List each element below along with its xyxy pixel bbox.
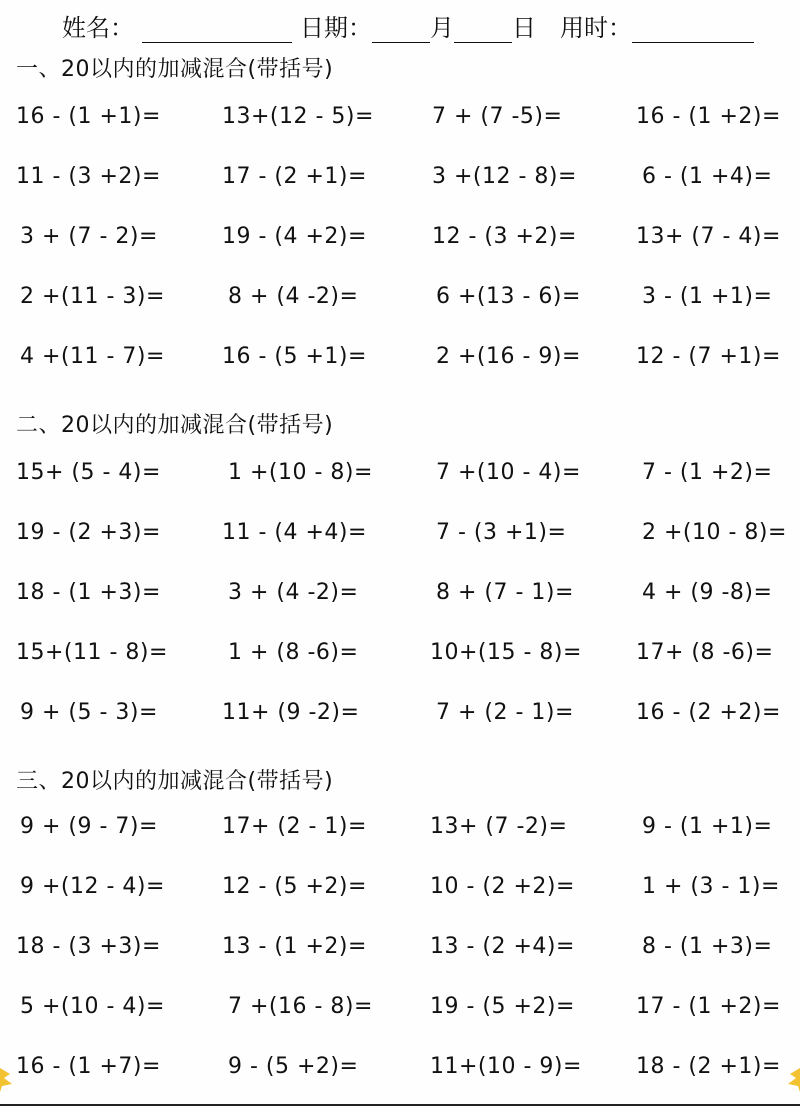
math-problem: 12 - (3 +2)= — [432, 224, 577, 249]
math-problem: 13+ (7 - 4)= — [636, 224, 781, 249]
math-problem: 9 - (1 +1)= — [642, 814, 773, 839]
problem-row — [0, 580, 800, 616]
math-problem: 2 +(16 - 9)= — [436, 344, 581, 369]
month-label: 月 — [430, 14, 454, 42]
math-problem: 10+(15 - 8)= — [430, 640, 582, 665]
math-problem: 17+ (2 - 1)= — [222, 814, 367, 839]
math-problem: 7 +(16 - 8)= — [228, 994, 373, 1019]
time-label: 用时： — [560, 14, 632, 42]
math-problem: 19 - (5 +2)= — [430, 994, 575, 1019]
star-decoration-icon — [784, 1062, 800, 1092]
math-problem: 6 - (1 +4)= — [642, 164, 773, 189]
day-label: 日 — [512, 14, 536, 42]
problem-row — [0, 814, 800, 850]
math-problem: 17+ (8 -6)= — [636, 640, 774, 665]
math-problem: 17 - (1 +2)= — [636, 994, 781, 1019]
problem-row — [0, 994, 800, 1030]
math-problem: 9 +(12 - 4)= — [20, 874, 165, 899]
math-problem: 2 +(10 - 8)= — [642, 520, 787, 545]
worksheet-header — [62, 8, 782, 42]
math-problem: 11+(10 - 9)= — [430, 1054, 582, 1079]
math-problem: 6 +(13 - 6)= — [436, 284, 581, 309]
math-problem: 7 +(10 - 4)= — [436, 460, 581, 485]
math-problem: 8 + (4 -2)= — [228, 284, 359, 309]
math-problem: 13+ (7 -2)= — [430, 814, 568, 839]
math-problem: 16 - (1 +2)= — [636, 104, 781, 129]
math-problem: 3 +(12 - 8)= — [432, 164, 577, 189]
time-blank[interactable] — [632, 16, 754, 43]
math-problem: 1 + (3 - 1)= — [642, 874, 780, 899]
section-title: 二、20以内的加减混合(带括号) — [16, 413, 334, 438]
math-problem: 16 - (5 +1)= — [222, 344, 367, 369]
math-problem: 16 - (1 +1)= — [16, 104, 161, 129]
bottom-border — [0, 1104, 800, 1106]
math-problem: 9 - (5 +2)= — [228, 1054, 359, 1079]
date-label: 日期： — [300, 14, 372, 42]
day-blank[interactable] — [454, 16, 512, 43]
star-decoration-icon — [0, 1062, 16, 1092]
time-field[interactable] — [560, 8, 754, 43]
math-problem: 7 - (1 +2)= — [642, 460, 773, 485]
math-problem: 13 - (1 +2)= — [222, 934, 367, 959]
math-problem: 11 - (3 +2)= — [16, 164, 161, 189]
problem-row — [0, 640, 800, 676]
math-problem: 13+(12 - 5)= — [222, 104, 374, 129]
math-problem: 11+ (9 -2)= — [222, 700, 360, 725]
math-problem: 10 - (2 +2)= — [430, 874, 575, 899]
math-problem: 16 - (1 +7)= — [16, 1054, 161, 1079]
problem-row — [0, 874, 800, 910]
problem-row — [0, 460, 800, 496]
section-title: 三、20以内的加减混合(带括号) — [16, 769, 334, 794]
math-problem: 15+ (5 - 4)= — [16, 460, 161, 485]
math-problem: 1 + (8 -6)= — [228, 640, 359, 665]
math-problem: 8 - (1 +3)= — [642, 934, 773, 959]
math-problem: 19 - (4 +2)= — [222, 224, 367, 249]
name-blank[interactable] — [142, 16, 292, 43]
problem-row — [0, 344, 800, 380]
math-problem: 19 - (2 +3)= — [16, 520, 161, 545]
name-label: 姓名： — [62, 14, 134, 42]
math-problem: 1 +(10 - 8)= — [228, 460, 373, 485]
name-field[interactable] — [62, 8, 292, 43]
math-problem: 3 + (7 - 2)= — [20, 224, 158, 249]
math-problem: 11 - (4 +4)= — [222, 520, 367, 545]
problem-row — [0, 934, 800, 970]
section-title: 一、20以内的加减混合(带括号) — [16, 57, 334, 82]
math-problem: 15+(11 - 8)= — [16, 640, 168, 665]
math-problem: 12 - (5 +2)= — [222, 874, 367, 899]
math-problem: 17 - (2 +1)= — [222, 164, 367, 189]
math-problem: 18 - (3 +3)= — [16, 934, 161, 959]
math-problem: 7 - (3 +1)= — [436, 520, 567, 545]
math-problem: 18 - (2 +1)= — [636, 1054, 781, 1079]
month-blank[interactable] — [372, 16, 430, 43]
math-problem: 3 + (4 -2)= — [228, 580, 359, 605]
problem-row — [0, 520, 800, 556]
math-problem: 9 + (5 - 3)= — [20, 700, 158, 725]
problem-row — [0, 1054, 800, 1090]
math-problem: 8 + (7 - 1)= — [436, 580, 574, 605]
math-problem: 3 - (1 +1)= — [642, 284, 773, 309]
math-problem: 12 - (7 +1)= — [636, 344, 781, 369]
math-problem: 2 +(11 - 3)= — [20, 284, 165, 309]
math-problem: 7 + (2 - 1)= — [436, 700, 574, 725]
problem-row — [0, 284, 800, 320]
math-problem: 7 + (7 -5)= — [432, 104, 563, 129]
math-problem: 9 + (9 - 7)= — [20, 814, 158, 839]
math-problem: 4 +(11 - 7)= — [20, 344, 165, 369]
problem-row — [0, 224, 800, 260]
problem-row — [0, 700, 800, 736]
problem-row — [0, 164, 800, 200]
math-problem: 13 - (2 +4)= — [430, 934, 575, 959]
math-problem: 18 - (1 +3)= — [16, 580, 161, 605]
date-field[interactable] — [300, 8, 536, 43]
math-problem: 4 + (9 -8)= — [642, 580, 773, 605]
math-problem: 5 +(10 - 4)= — [20, 994, 165, 1019]
problem-row — [0, 104, 800, 140]
math-problem: 16 - (2 +2)= — [636, 700, 781, 725]
